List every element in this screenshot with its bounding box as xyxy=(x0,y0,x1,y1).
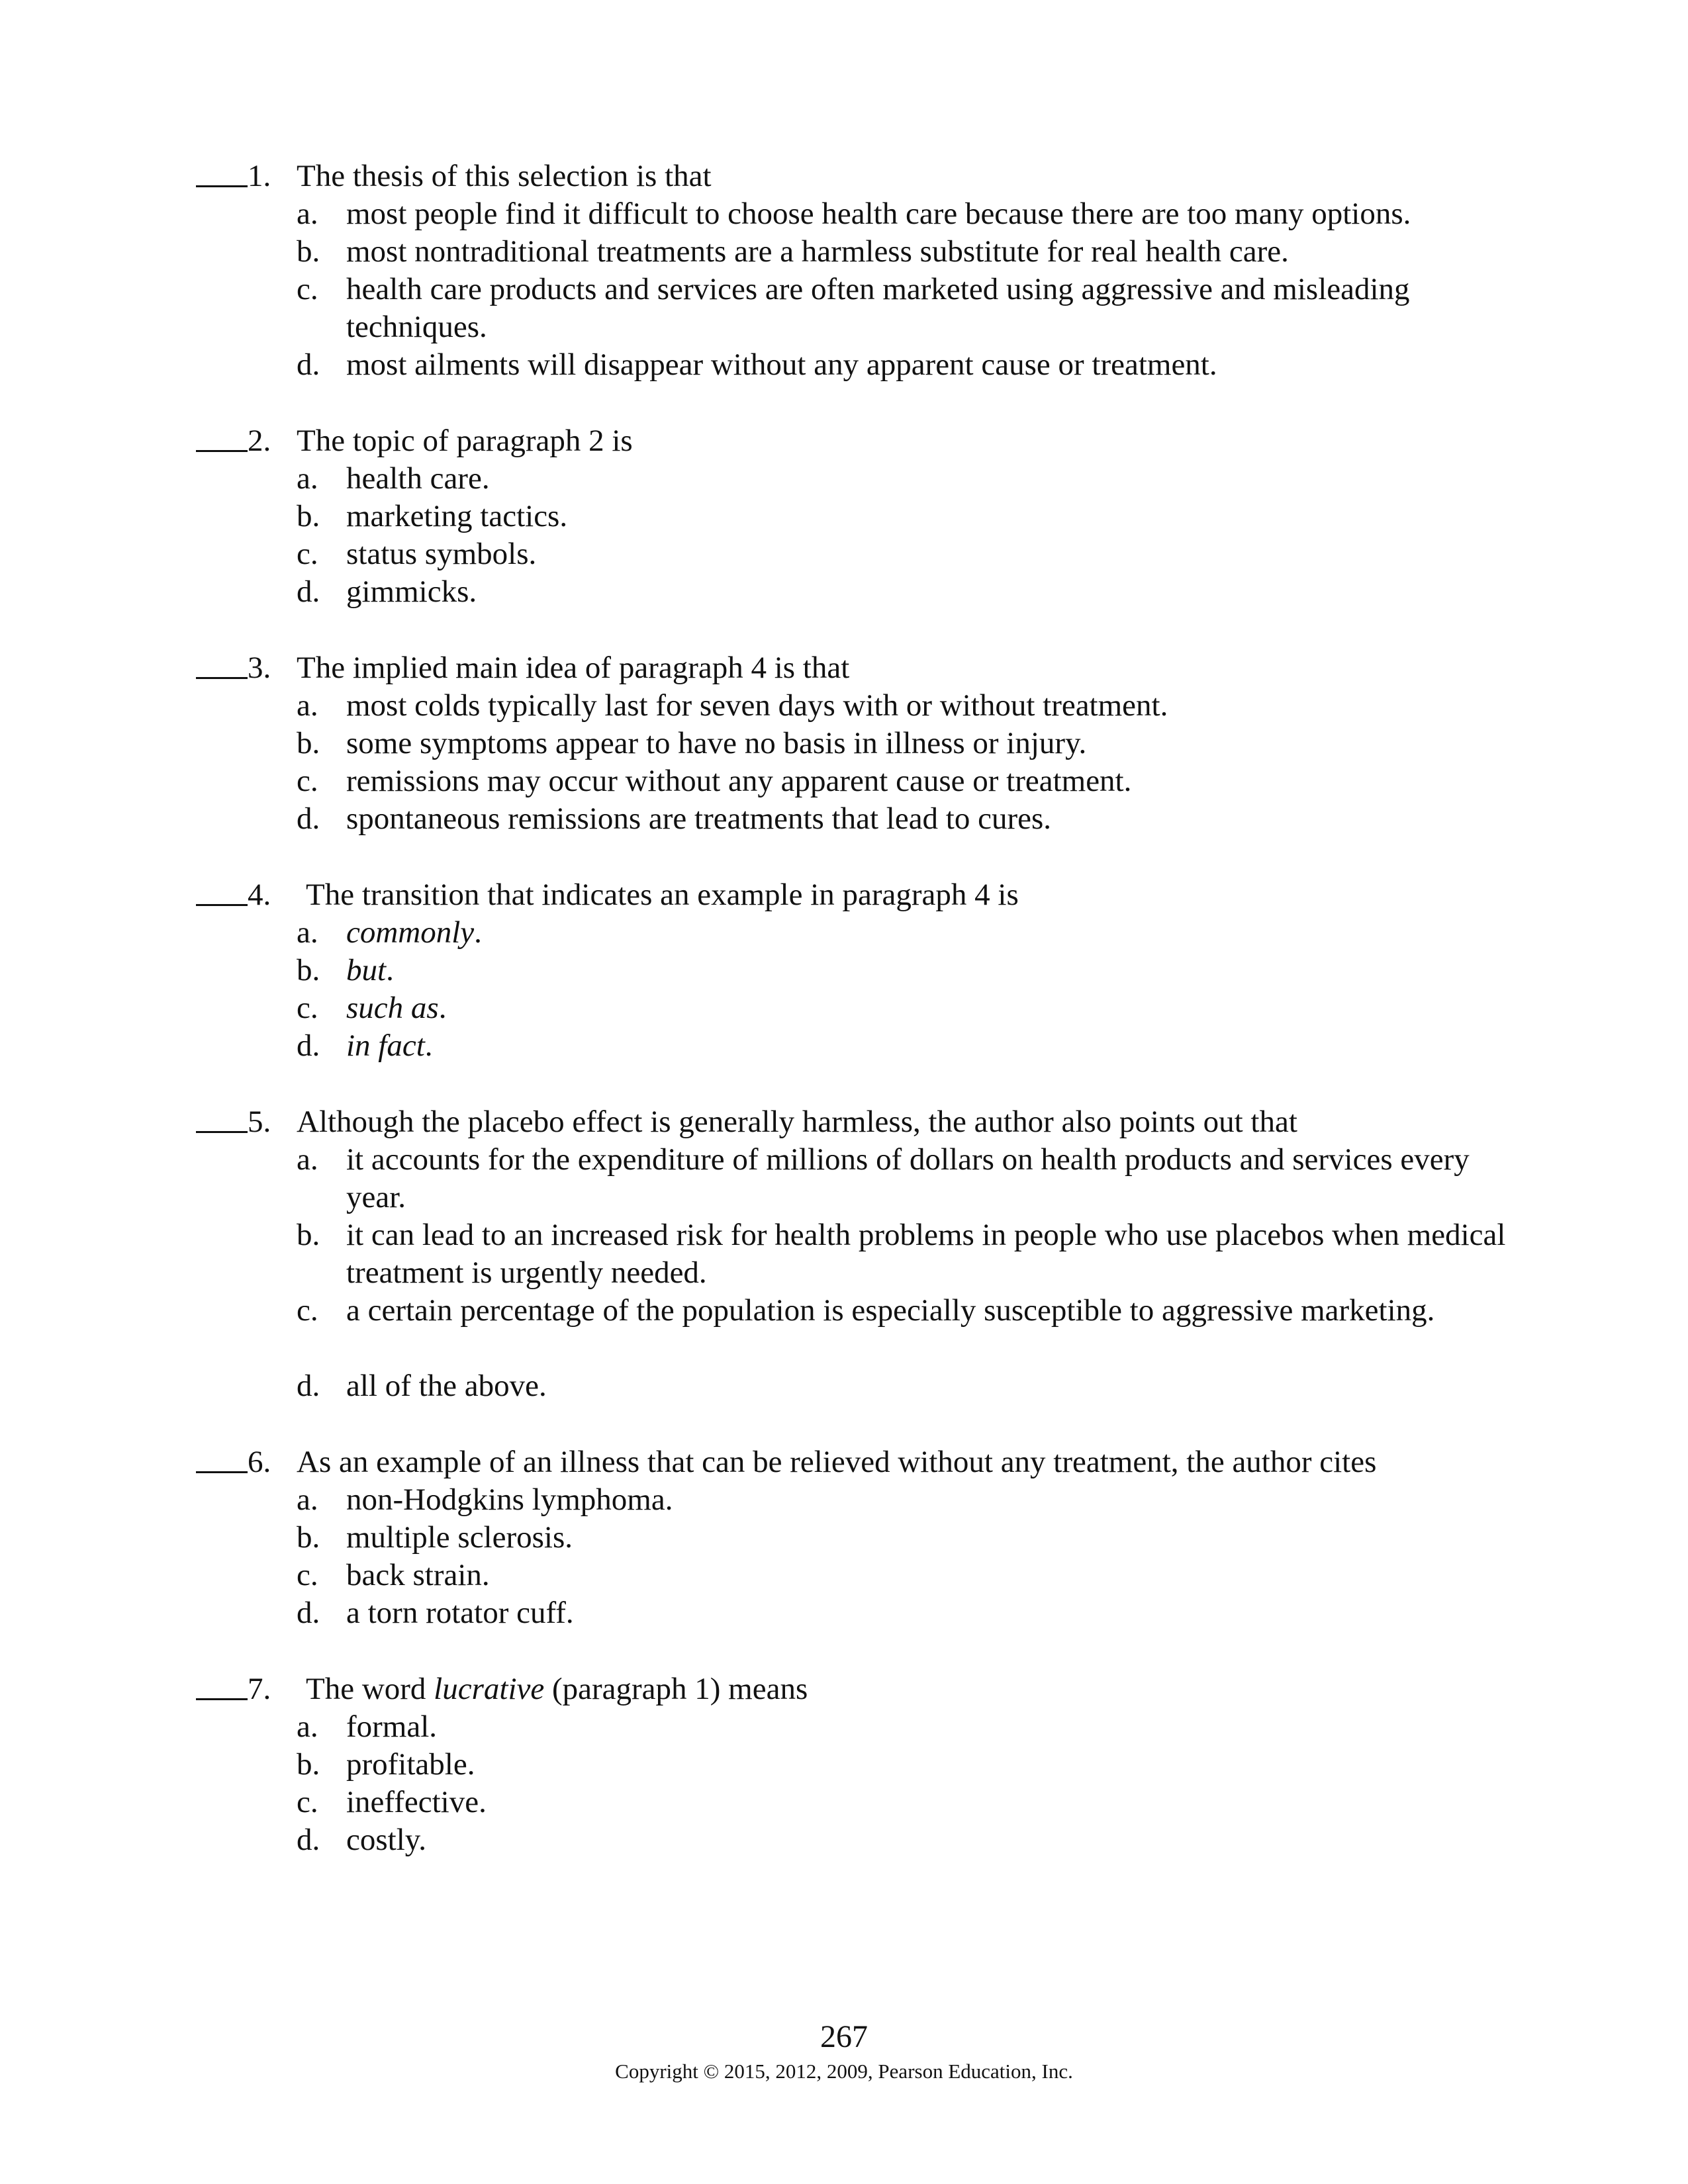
option-text: spontaneous remissions are treatments that lead to cures. xyxy=(346,801,1052,836)
question-stem: The topic of paragraph 2 is xyxy=(297,424,633,458)
option-text: back strain. xyxy=(346,1558,490,1592)
answer-blank[interactable] xyxy=(196,422,248,460)
option-letter: d. xyxy=(297,1823,320,1857)
option-text: some symptoms appear to have no basis in illness or injury. xyxy=(346,726,1087,760)
question-number: 4. xyxy=(248,878,271,912)
option-text: health care. xyxy=(346,461,490,496)
question-stem: Although the placebo effect is generally harmless, the author also points out that xyxy=(297,1105,1297,1139)
option-letter: c. xyxy=(297,991,318,1025)
option-letter: b. xyxy=(297,499,320,533)
option-text: non-Hodgkins lymphoma. xyxy=(346,1482,673,1517)
question-number: 3. xyxy=(248,651,271,685)
option-letter: d. xyxy=(297,801,320,836)
option-text: most colds typically last for seven days with or without treatment. xyxy=(346,688,1168,723)
question-stem: The thesis of this selection is that xyxy=(297,159,712,193)
option-letter: c. xyxy=(297,1558,318,1592)
option-letter: a. xyxy=(297,915,318,950)
option-letter: c. xyxy=(297,537,318,571)
option-text: ineffective. xyxy=(346,1785,487,1819)
option-text: formal. xyxy=(346,1709,438,1744)
option-text: commonly . xyxy=(346,914,1511,952)
option-text: most people find it difficult to choose health care because there are too many options. xyxy=(346,197,1411,231)
option-text: marketing tactics. xyxy=(346,499,568,533)
option-letter: d. xyxy=(297,1369,320,1403)
stem-vocab-term: lucrative xyxy=(434,1672,545,1706)
option-letter: c. xyxy=(297,272,318,306)
question-number: 6. xyxy=(248,1445,271,1479)
option-text: such as . xyxy=(346,989,1511,1027)
option-letter: a. xyxy=(297,1482,318,1517)
option-letter: d. xyxy=(297,1028,320,1063)
option-text: it can lead to an increased risk for health problems in people who use placebos when medical treatment is urgently needed. xyxy=(346,1218,1506,1290)
question-number: 5. xyxy=(248,1105,271,1139)
question-stem: The transition that indicates an example in paragraph 4 is xyxy=(306,878,1019,912)
option-text: all of the above. xyxy=(346,1369,547,1403)
answer-blank[interactable] xyxy=(196,158,248,195)
option-letter: c. xyxy=(297,764,318,798)
question-number: 7. xyxy=(248,1672,271,1706)
stem-before: The word xyxy=(306,1672,426,1706)
question-stem: As an example of an illness that can be relieved without any treatment, the author cites xyxy=(297,1445,1377,1479)
question-number: 2. xyxy=(248,424,271,458)
stem-after: (paragraph 1) means xyxy=(551,1672,808,1706)
option-letter: d. xyxy=(297,1596,320,1630)
option-letter: a. xyxy=(297,688,318,723)
answer-blank[interactable] xyxy=(196,1670,248,1708)
option-letter: a. xyxy=(297,197,318,231)
question-number: 1. xyxy=(248,159,271,193)
option-letter: a. xyxy=(297,1142,318,1177)
option-letter: b. xyxy=(297,1747,320,1782)
option-text: profitable. xyxy=(346,1747,475,1782)
option-text: multiple sclerosis. xyxy=(346,1520,573,1555)
option-letter: c. xyxy=(297,1785,318,1819)
option-letter: a. xyxy=(297,461,318,496)
option-text: in fact . xyxy=(346,1027,1511,1065)
option-text: health care products and services are often marketed using aggressive and misleading techniques. xyxy=(346,272,1410,344)
option-text: a torn rotator cuff. xyxy=(346,1596,574,1630)
option-letter: b. xyxy=(297,726,320,760)
answer-blank[interactable] xyxy=(196,1443,248,1481)
option-text: most ailments will disappear without any apparent cause or treatment. xyxy=(346,347,1217,382)
answer-blank[interactable] xyxy=(196,649,248,687)
answer-blank[interactable] xyxy=(196,876,248,914)
copyright-notice: Copyright © 2015, 2012, 2009, Pearson Education, Inc. xyxy=(615,2060,1073,2083)
option-letter: a. xyxy=(297,1709,318,1744)
answer-blank[interactable] xyxy=(196,1103,248,1141)
option-letter: d. xyxy=(297,574,320,609)
option-letter: b. xyxy=(297,1520,320,1555)
option-text: it accounts for the expenditure of millions of dollars on health products and services every year. xyxy=(346,1142,1470,1214)
question-stem: The implied main idea of paragraph 4 is that xyxy=(297,651,850,685)
option-text: gimmicks. xyxy=(346,574,477,609)
option-letter: b. xyxy=(297,953,320,987)
option-text: a certain percentage of the population is especially susceptible to aggressive marketing. xyxy=(346,1293,1435,1328)
option-text: costly. xyxy=(346,1823,426,1857)
question-stem xyxy=(306,1670,808,1708)
option-letter: c. xyxy=(297,1293,318,1328)
option-letter: d. xyxy=(297,347,320,382)
option-letter: b. xyxy=(297,234,320,269)
option-text: status symbols. xyxy=(346,537,537,571)
option-letter: b. xyxy=(297,1218,320,1252)
option-text: most nontraditional treatments are a harmless substitute for real health care. xyxy=(346,234,1289,269)
option-text: remissions may occur without any apparent cause or treatment. xyxy=(346,764,1132,798)
option-text: but . xyxy=(346,952,1511,989)
page-number: 267 xyxy=(820,2019,868,2054)
